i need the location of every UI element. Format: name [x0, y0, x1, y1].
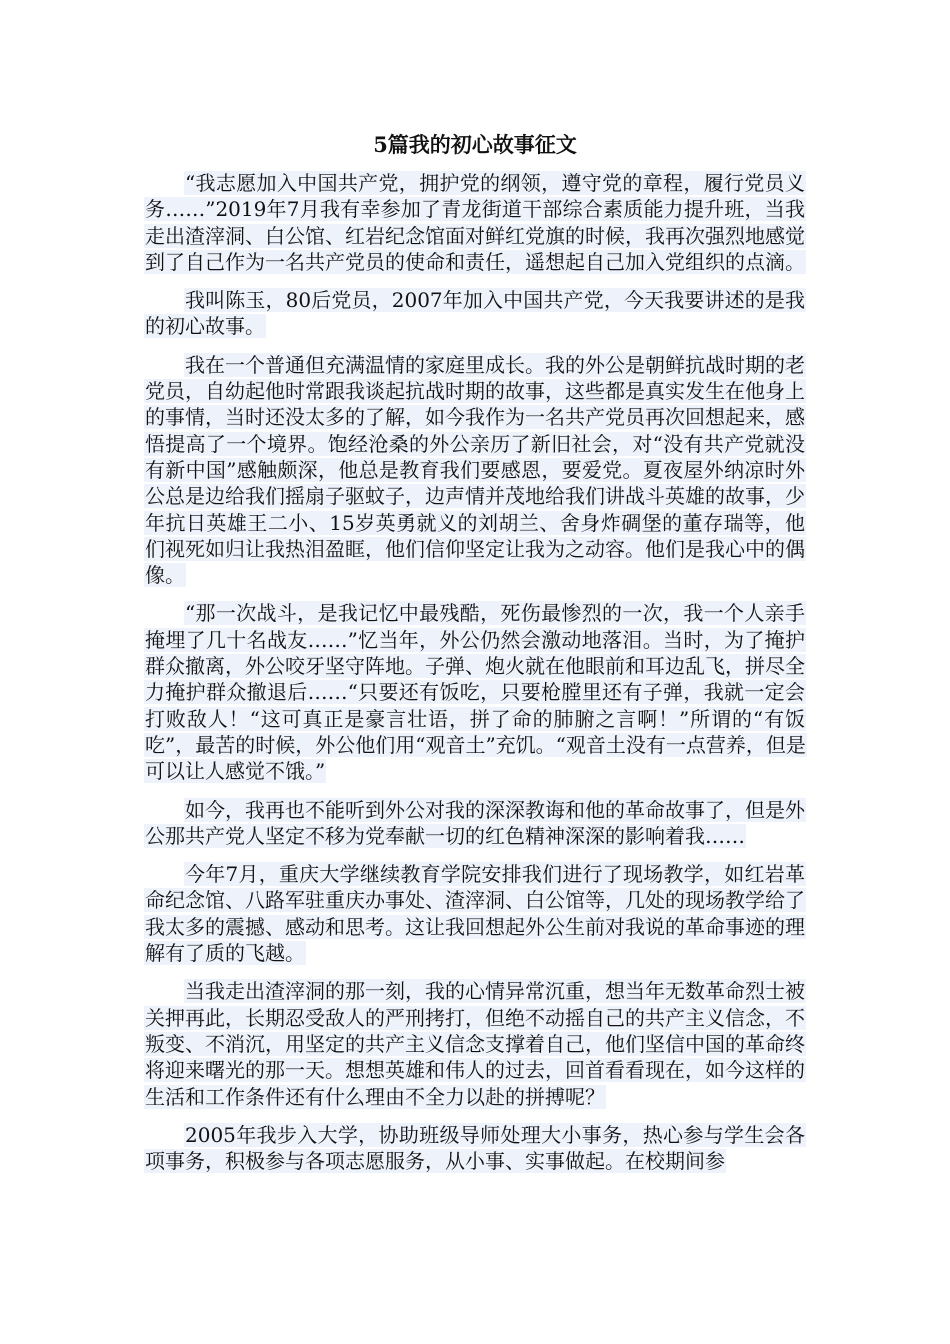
paragraph-5-text: 如今，我再也不能听到外公对我的深深教诲和他的革命故事了，但是外公那共产党人坚定不移为党奉献一切的红色精神深深的影响着我……	[145, 797, 805, 848]
paragraph-3	[144, 352, 806, 589]
paragraph-5	[144, 797, 806, 850]
paragraph-4	[144, 600, 806, 784]
paragraph-1-text: “我志愿加入中国共产党，拥护党的纲领，遵守党的章程，履行党员义务……”2019年7月我有幸参加了青龙街道干部综合素质能力提升班，当我走出渣滓洞、白公馆、红岩纪念馆面对鲜红党旗的时候，我再次强烈地感觉到了自己作为一名共产党员的使命和责任，遥想起自己加入党组织的点滴。	[145, 171, 805, 274]
paragraph-8-text: 2005年我步入大学，协助班级导师处理大小事务，热心参与学生会各项事务，积极参与各项志愿服务，从小事、实事做起。在校期间参	[145, 1122, 805, 1174]
paragraph-7	[144, 978, 806, 1109]
paragraph-4-text: “那一次战斗，是我记忆中最残酷，死伤最惨烈的一次，我一个人亲手掩埋了几十名战友……”忆当年，外公仍然会激动地落泪。当时，为了掩护群众撤离，外公咬牙坚守阵地。子弹、炮火就在他眼前和耳边乱飞，拼尽全力掩护群众撤退后……“只要还有饭吃，只要枪膛里还有子弹，我就一定会打败敌人！“这可真正是豪言壮语，拼了命的肺腑之言啊！”所谓的“有饭吃”，最苦的时候，外公他们用“观音土”充饥。“观音土没有一点营养，但是可以让人感觉不饿。”	[145, 601, 806, 784]
paragraph-3-text: 我在一个普通但充满温情的家庭里成长。我的外公是朝鲜抗战时期的老党员，自幼起他时常跟我谈起抗战时期的故事，这些都是真实发生在他身上的事情，当时还没太多的了解，如今我作为一名共产党员再次回想起来，感悟提高了一个境界。饱经沧桑的外公亲历了新旧社会，对“没有共产党就没有新中国”感触颇深，他总是教育我们要感恩，要爱党。夏夜屋外纳凉时外公总是边给我们摇扇子驱蚊子，边声情并茂地给我们讲战斗英雄的故事，少年抗日英雄王二小、15岁英勇就义的刘胡兰、舍身炸碉堡的董存瑞等，他们视死如归让我热泪盈眶，他们信仰坚定让我为之动容。他们是我心中的偶像。	[145, 352, 805, 588]
paragraph-8	[144, 1122, 806, 1175]
paragraph-2	[144, 287, 806, 340]
document-body	[144, 170, 806, 1186]
paragraph-6-text: 今年7月，重庆大学继续教育学院安排我们进行了现场教学，如红岩革命纪念馆、八路军驻重庆办事处、渣滓洞、白公馆等，几处的现场教学给了我太多的震撼、感动和思考。这让我回想起外公生前对我说的革命事迹的理解有了质的飞越。	[145, 862, 805, 966]
paragraph-2-text: 我叫陈玉，80后党员，2007年加入中国共产党，今天我要讲述的是我的初心故事。	[145, 288, 805, 339]
paragraph-7-text: 当我走出渣滓洞的那一刻，我的心情异常沉重，想当年无数革命烈士被关押再此，长期忍受敌人的严刑拷打，但绝不动摇自己的共产主义信念，不叛变、不消沉，用坚定的共产主义信念支撑着自己，他们坚信中国的革命终将迎来曙光的那一天。想想英雄和伟人的过去，回首看看现在，如今这样的生活和工作条件还有什么理由不全力以赴的拼搏呢？	[145, 979, 805, 1109]
paragraph-1	[144, 170, 806, 275]
paragraph-6	[144, 861, 806, 966]
document-title: 5篇我的初心故事征文	[373, 132, 577, 157]
